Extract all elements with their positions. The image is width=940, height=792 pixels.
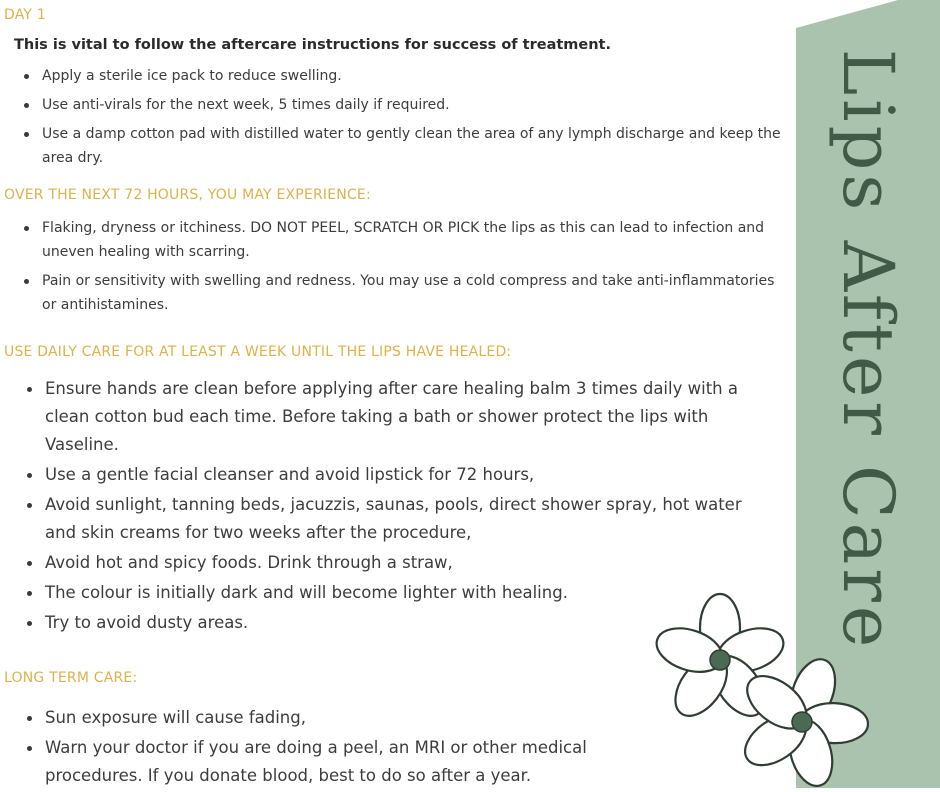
- list-item: The colour is initially dark and will become lighter with healing.: [25, 579, 775, 607]
- list-item: Try to avoid dusty areas.: [25, 609, 775, 637]
- list-item: Use a damp cotton pad with distilled water to gently clean the area of any lymph discharge and keep the area dry.: [22, 122, 782, 170]
- day1-heading: DAY 1: [4, 7, 46, 23]
- panel-title: Lips After Care: [827, 48, 909, 652]
- flowers-decoration: [640, 585, 880, 788]
- list-item: Use a gentle facial cleanser and avoid lipstick for 72 hours,: [25, 461, 775, 489]
- longterm-list: [25, 704, 675, 792]
- list-item: Ensure hands are clean before applying after care healing balm 3 times daily with a clean cotton bud each time. Before taking a bath or shower protect the lips with Vaseline.: [25, 375, 775, 459]
- list-item: Use anti-virals for the next week, 5 times daily if required.: [22, 93, 782, 117]
- longterm-heading: LONG TERM CARE:: [4, 670, 138, 686]
- list-item: Avoid hot and spicy foods. Drink through a straw,: [25, 549, 775, 577]
- daily-heading: USE DAILY CARE FOR AT LEAST A WEEK UNTIL THE LIPS HAVE HEALED:: [4, 344, 512, 360]
- list-item: Avoid sunlight, tanning beds, jacuzzis, saunas, pools, direct shower spray, hot water and skin creams for two weeks after the procedure,: [25, 491, 775, 547]
- list-item: Apply a sterile ice pack to reduce swelling.: [22, 64, 782, 88]
- list-item: Sun exposure will cause fading,: [25, 704, 675, 732]
- day1-intro: This is vital to follow the aftercare instructions for success of treatment.: [14, 37, 611, 53]
- list-item: Flaking, dryness or itchiness. DO NOT PEEL, SCRATCH OR PICK the lips as this can lead to infection and uneven healing with scarring.: [22, 216, 782, 264]
- next72-list: [22, 216, 782, 322]
- day1-list: [22, 64, 782, 175]
- list-item: Warn your doctor if you are doing a peel, an MRI or other medical procedures. If you donate blood, best to do so after a year.: [25, 734, 675, 790]
- list-item: Pain or sensitivity with swelling and redness. You may use a cold compress and take anti-inflammatories or antihistamines.: [22, 269, 782, 317]
- next72-heading: OVER THE NEXT 72 HOURS, YOU MAY EXPERIENCE:: [4, 187, 371, 203]
